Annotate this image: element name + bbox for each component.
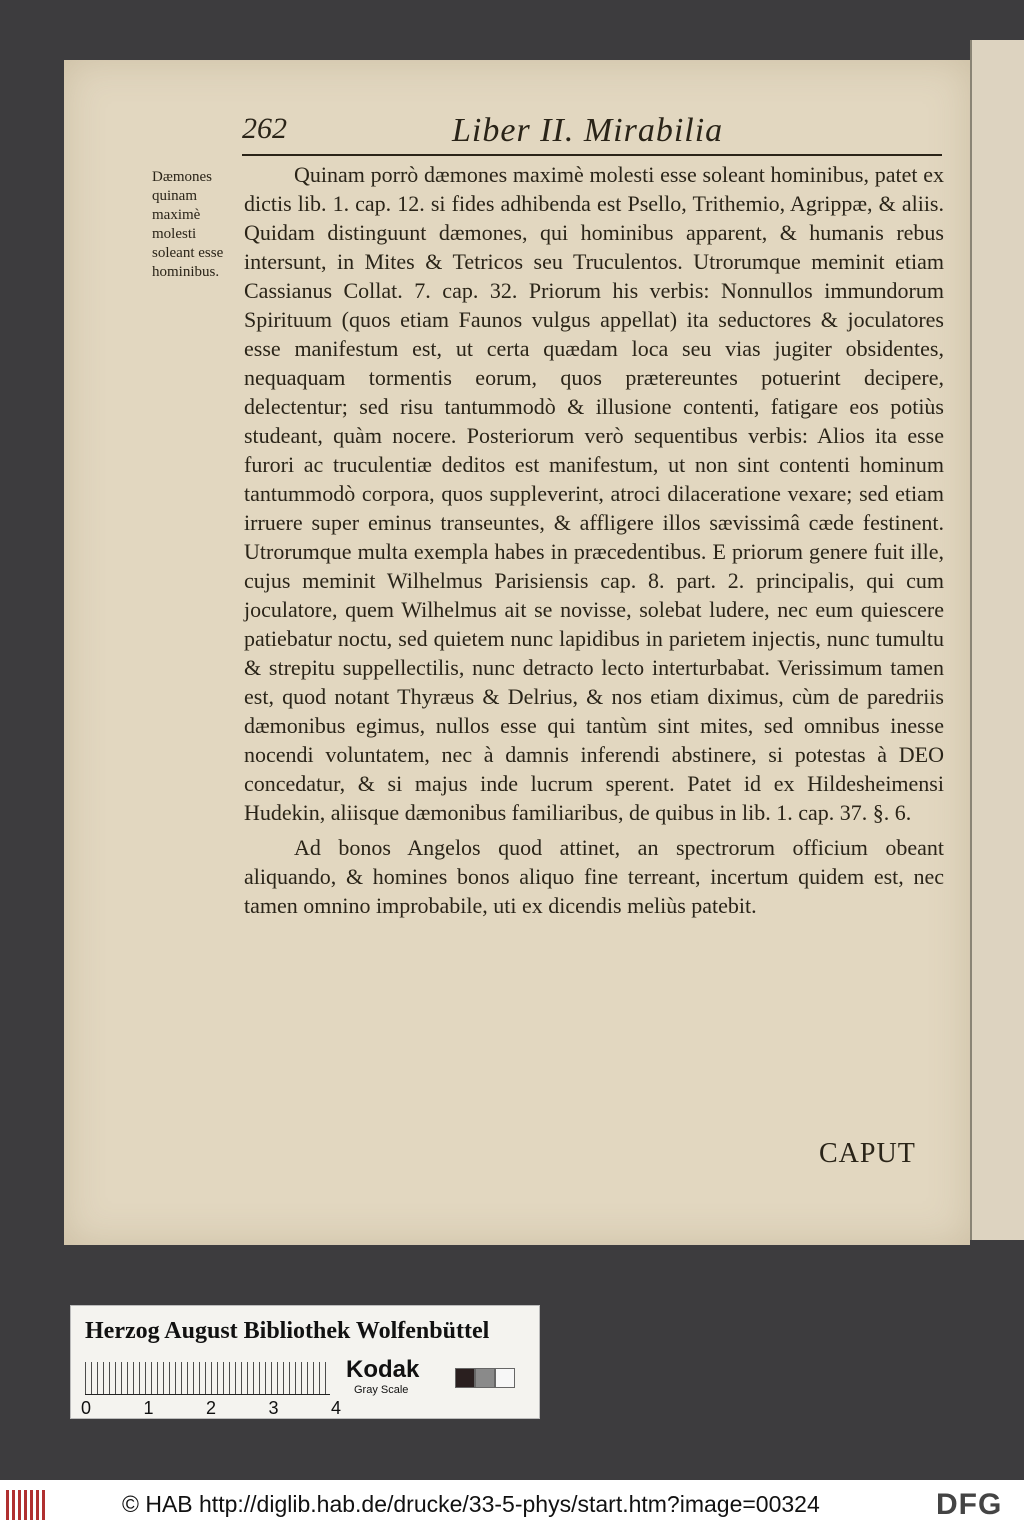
catchword: CAPUT — [819, 1138, 916, 1169]
patch-dark — [455, 1368, 475, 1388]
ruler-number: 2 — [205, 1398, 216, 1418]
paragraph-2: Ad bonos Angelos quod attinet, an spectrorum officium obeant aliquando, & homines bonos aliquo fine terreant, incertum quidem est, nec tamen omnino improbabile, uti ex dicendis meliùs patebit. — [244, 835, 944, 918]
hab-logo-icon — [6, 1490, 48, 1520]
gray-patches — [455, 1368, 515, 1388]
paragraph-1: Quinam porrò dæmones maximè molesti esse soleant hominibus, patet ex dictis lib. 1. cap. 12. si fides adhibenda est Psello, Trithemio, Agrippæ, & aliis. Quidam distinguunt dæmones, qui hominibus apparent, & humanis rebus intersunt, in Mites & Tetricos seu Truculentos. Utrorumque meminit etiam Cassianus Collat. 7. cap. 32. Priorum his verbis: Nonnullos immundorum Spirituum (quos etiam Faunos vulgus appellat) ita seductores & joculatores esse manifestum est, ut certa quædam loca seu vias jugiter obsidentes, nequaquam tormentis eorum, quos prætereuntes potuerint decipere, delectentur; sed risu tantummodò & illusione contenti, fatigare eos potiùs studeant, quàm nocere. Posteriorum verò sequentibus verbis: Alios ita esse furori ac truculentiæ deditos est manifestum, ut non sint contenti hominum tantummodò corpora, quos suppleverint, atroci dilaceratione vexare; sed etiam irruere super eminus transeuntes, & affligere illos sævissimâ cæde festinent. Utrorumque multa exempla habes in præcedentibus. E priorum genere fuit ille, cujus meminit Wilhelmus Parisiensis cap. 8. part. 2. principalis, qui cum joculatore, quem Wilhelmus ait se novisse, solebat ludere, nec eum quiescere patiebatur noctu, sed quietem nunc lapidibus in parietem injectis, nunc tumultu & strepitu suppellectilis, nunc detracto lecto interturbabat. Verissimum tamen est, quod notant Thyræus & Delrius, & nos etiam diximus, cùm de paredriis dæmonibus egimus, nullos esse qui tantùm sint mites, sed omnibus inesse nocendi voluntatem, nec à damnis inferendi abstinere, si potestas à DEO concedatur, & si majus inde lucrum sperent. Patet id ex Hildesheimensi Hudekin, aliisque dæmonibus familiaribus, de quibus in lib. 1. cap. 37. §. 6. — [244, 162, 944, 825]
library-name: Herzog August Bibliothek Wolfenbüttel — [85, 1318, 490, 1344]
kodak-logo: Kodak — [346, 1356, 420, 1383]
ruler-number: 4 — [330, 1398, 341, 1418]
body-text — [244, 160, 944, 920]
dfg-logo: DFG — [936, 1488, 1003, 1521]
ruler-number: 0 — [81, 1398, 92, 1418]
margin-note: Dæmones quinam maximè molesti soleant esse hominibus. — [152, 169, 224, 280]
facing-page-edge — [970, 40, 1024, 1240]
color-calibration-card — [70, 1305, 540, 1419]
patch-light — [495, 1368, 515, 1388]
ruler-scale — [85, 1358, 330, 1395]
running-title: Liber II. Mirabilia — [452, 112, 724, 149]
page-number: 262 — [242, 112, 287, 145]
ruler-number: 1 — [143, 1398, 154, 1418]
ruler-number: 3 — [268, 1398, 279, 1418]
book-page — [64, 60, 970, 1245]
header-rule — [242, 154, 942, 156]
credit-link[interactable]: © HAB http://diglib.hab.de/drucke/33-5-phys/start.htm?image=00324 — [122, 1491, 820, 1517]
footer-bar — [0, 1480, 1024, 1529]
gray-scale-label: Gray Scale — [354, 1384, 409, 1396]
running-head — [242, 112, 942, 152]
ruler-numbers — [81, 1398, 341, 1419]
patch-mid — [475, 1368, 495, 1388]
